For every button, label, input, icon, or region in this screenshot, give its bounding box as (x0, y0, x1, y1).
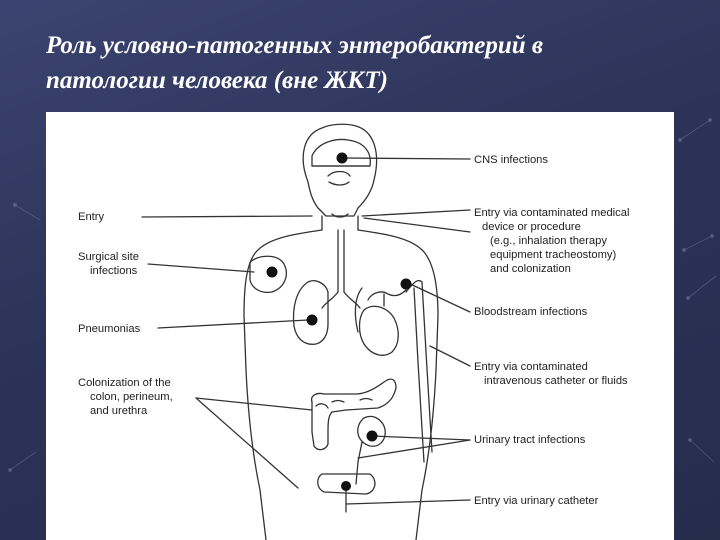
torso-outline (244, 230, 322, 540)
head-outline (303, 124, 376, 216)
heart-outline (360, 306, 399, 355)
label-pneumonias: Pneumonias (78, 323, 141, 335)
title-line-2: патологии человека (вне ЖКТ) (46, 67, 388, 94)
infection-diagram (46, 112, 674, 540)
label-urinary-tract-infections: Urinary tract infections (474, 434, 586, 446)
bladder-site-dot (341, 481, 351, 491)
title-line-1: Роль условно-патогенных энтеробактерий в (46, 32, 544, 59)
iv-catheter (406, 280, 432, 452)
left-lung (294, 281, 328, 345)
label-device-entry: Entry via contaminated medical device or procedure (e.g., inhalation therapy equipment tracheostomy) and colonization (474, 207, 630, 275)
cns-site-dot (337, 153, 348, 164)
lung-site-dot (307, 315, 318, 326)
label-entry: Entry (78, 211, 105, 223)
kidney-site-dot (367, 431, 378, 442)
label-cns-infections: CNS infections (474, 154, 548, 166)
right-lung (355, 288, 362, 332)
label-bloodstream-infections: Bloodstream infections (474, 306, 588, 318)
slide-title (46, 28, 606, 98)
label-colonization: Colonization of the colon, perineum, and urethra (78, 377, 173, 417)
label-iv-entry: Entry via contaminated intravenous catheter or fluids (474, 361, 628, 387)
label-surgical-site: Surgical site infections (78, 251, 139, 277)
surgical-site-dot (267, 267, 278, 278)
label-urinary-catheter-entry: Entry via urinary catheter (474, 495, 599, 507)
bloodstream-dot (401, 279, 412, 290)
